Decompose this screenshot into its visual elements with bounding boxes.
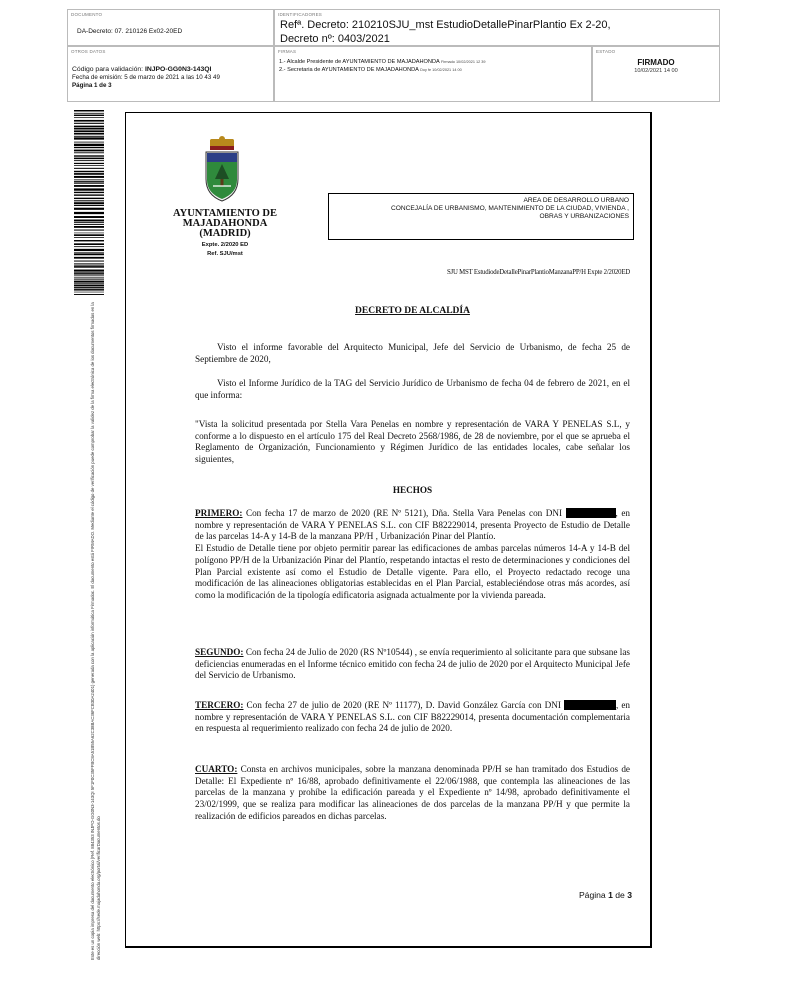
letterhead-ref: Ref. SJU/mst [207, 251, 243, 257]
barcode-bar [74, 283, 104, 284]
barcode-bar [74, 198, 104, 199]
barcode-bar [74, 234, 104, 236]
decree-reference: Refª. Decreto: 210210SJU_mst EstudioDetallePinarPlantio Ex 2-20, [280, 19, 611, 31]
barcode-bar [74, 137, 104, 139]
barcode-bar [74, 130, 104, 132]
validation-code: INJPO-GG0N3-143QI [144, 66, 212, 73]
signature-2 [279, 67, 462, 73]
status-badge: FIRMADO [637, 58, 675, 67]
barcode-bar [74, 292, 104, 293]
header-other-data-cell [67, 46, 274, 102]
barcode-bar [74, 289, 104, 290]
fact-primero-text-2: , en nombre y representación de VARA Y PENELAS S.L. con CIF B82229014, presenta Proyecto de Estudio de Detalle de las parcelas 14-A y 14-B de la manzana PP/H , Urbanización Pinar del Plantío. [195, 508, 630, 542]
signature-1-date: Firmado 10/02/2021 12 39 [440, 60, 486, 64]
fact-tercero-text-1: Con fecha 27 de julio de 2020 (RE Nº 11177), D. David González García con DNI [243, 700, 564, 710]
barcode-bar [74, 115, 104, 116]
barcode-bar [74, 212, 104, 214]
barcode-bar [74, 270, 104, 272]
letterhead-line-2: MAJADAHONDA [182, 218, 268, 229]
barcode-bar [74, 230, 104, 231]
signature-1 [279, 59, 486, 65]
header-status-cell [592, 46, 720, 102]
letterhead-line-1: AYUNTAMIENTO DE [173, 208, 277, 219]
signatures-label: FIRMAS [278, 49, 297, 54]
barcode-bar [74, 226, 104, 228]
barcode-bar [74, 281, 104, 283]
barcode-bar [74, 219, 104, 221]
barcode-bar [74, 233, 104, 234]
header-signatures-cell [274, 46, 592, 102]
department-box [328, 193, 634, 240]
fact-cuarto [195, 764, 630, 823]
redacted-dni-block [566, 508, 616, 518]
barcode-bar [74, 117, 104, 118]
fact-segundo-keyword: SEGUNDO: [195, 647, 244, 657]
signature-1-text: 1.- Alcalde Presidente de AYUNTAMIENTO DE MAJADAHONDA [279, 59, 440, 65]
barcode-bar [74, 272, 104, 273]
fact-primero-text-3: El Estudio de Detalle tiene por objeto permitir parear las edificaciones de ambas parcelas números 14-A y 14-B del polígono PP/H de la Urbanización Pinar del Plantío, respetando intactas el resto de determinaciones y condiciones del Plan Parcial existente así como el Estudio de Detalle vigente. Para ello, el Proyecto redactado recoge una modificación de las alineaciones obligatorias establecidas en el Plan Parcial, estableciéndose otras más acordes, así como la modificación de la tipología edificatoria asignada actualmente por la vivienda pareada. [195, 543, 630, 600]
barcode-bar [74, 173, 104, 175]
barcode-bar [74, 200, 104, 201]
document-value: DA-Decreto: 07. 210126 Ex02-20ED [77, 28, 183, 35]
barcode-bar [74, 176, 104, 178]
fact-primero-keyword: PRIMERO: [195, 508, 243, 518]
barcode-bar [74, 285, 104, 287]
barcode-bar [74, 171, 104, 172]
barcode-bar [74, 183, 104, 184]
header-page-count: Página 1 de 3 [72, 82, 112, 89]
validation-row [72, 66, 211, 73]
barcode-bar [74, 188, 104, 190]
page-number-middle: de [612, 890, 628, 900]
fact-tercero [195, 700, 630, 735]
barcode-bar [74, 144, 104, 146]
barcode-bar [74, 294, 104, 295]
paragraph-quote: "Vista la solicitud presentada por Stella Vara Penelas en nombre y representación de VARA Y PENELAS S.L, y conforme a lo dispuesto en el artículo 175 del Real Decreto 2568/1986, de 28 de noviembre, por el que se aprueba el Reglamento de Organización, Funcionamiento y Régimen Jurídico de las entidades locales, cabe señalar los siguientes, [195, 419, 630, 465]
fact-primero-text-1: Con fecha 17 de marzo de 2020 (RE Nº 5121), Dña. Stella Vara Penelas con DNI [242, 508, 566, 518]
status-label: ESTADO [596, 49, 616, 54]
barcode-bar [74, 208, 104, 210]
barcode-bar [74, 185, 104, 187]
decree-title: DECRETO DE ALCALDÍA [355, 306, 470, 316]
hechos-heading: HECHOS [392, 485, 433, 495]
municipal-crest-icon [201, 135, 243, 203]
barcode-bar [74, 179, 104, 180]
barcode-bar [74, 150, 104, 152]
barcode-bar [74, 216, 104, 218]
barcode-bar [74, 224, 104, 225]
signature-2-date: Doy fe 10/02/2021 14 00 [420, 68, 462, 72]
department-line-3: OBRAS Y URBANIZACIONES [539, 213, 629, 221]
page-number-prefix: Página [578, 890, 609, 900]
barcode-bar [74, 257, 104, 259]
barcode-bar [74, 243, 104, 245]
emission-date: Fecha de emisión: 5 de marzo de 2021 a las 10 43 49 [72, 74, 220, 81]
barcode-bar [74, 155, 104, 156]
page-number [520, 890, 632, 900]
letterhead-expte: Expte. 2/2020 ED [201, 242, 249, 248]
barcode-bar [74, 279, 104, 280]
page-number-total: 3 [627, 890, 632, 900]
letterhead-line-3: (MADRID) [199, 228, 251, 239]
barcode-bar [74, 142, 104, 143]
fact-tercero-text-2: , en nombre y representación de VARA Y PENELAS S.L. con CIF B82229014, presenta documentación complementaria en respuesta al requerimiento realizado con fecha 24 de julio de 2020. [195, 700, 630, 734]
paragraph-visto-architect: Visto el informe favorable del Arquitecto Municipal, Jefe del Servicio de Urbanismo, de fecha 25 de Septiembre de 2020, [195, 342, 630, 364]
fact-cuarto-text: Consta en archivos municipales, sobre la manzana denominada PP/H se han tramitado dos Estudios de Detalle: El Expediente nº 16/88, aprobado definitivamente el 22/06/1988, que contempla las alineaciones de las parcelas de la manzana y prohíbe la edificación pareada y el Expediente nº 14/98, aprobado definitivamente el 23/02/1999, que se realiza para modificar las alineaciones de dos parcelas de la manzana PP/H y que permite la realización de edificios pareados en dichas parcelas. [195, 764, 630, 821]
fact-segundo-text: Con fecha 24 de Julio de 2020 (RS Nº10544) , se envía requerimiento al solicitante para que subsane las deficiencias enumeradas en el Informe técnico emitido con fecha 24 de julio de 2020 por el Arquitecto Municipal Jefe del Servicio de Urbanismo. [195, 647, 630, 681]
paragraph-visto-legal: Visto el Informe Jurídico de la TAG del Servicio Jurídico de Urbanismo de fecha 04 de febrero de 2021, en el que informa: [195, 378, 630, 400]
redacted-dni-block [564, 700, 616, 710]
page-number-current: 1 [608, 890, 613, 900]
barcode-bar [74, 160, 104, 161]
barcode-bar [74, 237, 104, 238]
barcode-bar [74, 277, 104, 278]
barcode-bar [74, 158, 104, 160]
barcode-bar [74, 128, 104, 130]
barcode-bar [74, 168, 104, 169]
barcode-bar [74, 165, 104, 166]
barcode-bar [74, 147, 104, 148]
barcode-bar [74, 110, 104, 111]
department-line-1: AREA DE DESARROLLO URBANO [523, 197, 629, 204]
barcode-bar [74, 274, 104, 275]
barcode-bar [74, 205, 104, 206]
barcode-bar [74, 253, 104, 255]
barcode-bar [74, 181, 104, 182]
barcode-icon [74, 110, 104, 295]
decree-number: Decreto nº: 0403/2021 [280, 33, 390, 45]
barcode-bar [74, 202, 104, 204]
status-date: 10/02/2021 14 00 [634, 68, 678, 74]
barcode-bar [74, 113, 104, 114]
validation-label: Código para validación: [72, 66, 144, 73]
file-reference: SJU MST EstudiodeDetallePinarPlantioManzanaPP/H Expte 2/2020ED [446, 269, 630, 276]
fact-segundo [195, 647, 630, 682]
barcode-bar [74, 266, 104, 268]
signature-2-text: 2.- Secretaria de AYUNTAMIENTO DE MAJADAHONDA [279, 67, 419, 73]
document-label: DOCUMENTO [71, 12, 103, 17]
barcode-bar [74, 133, 104, 135]
fact-cuarto-keyword: CUARTO: [195, 764, 238, 774]
barcode-bar [74, 152, 104, 153]
barcode-bar [74, 222, 104, 223]
fact-primero [195, 508, 630, 602]
header-document-cell [67, 9, 274, 46]
barcode-bar [74, 136, 104, 137]
barcode-bar [74, 263, 104, 264]
verification-margin-note: Este es un copia impresa del documento electrónico (Ref. 884353 INJPO-GG0N3-143QI 5F1F0C35FFBC8A51B55A62C38BAC36FCB30A2401) generada con la aplicación informática Firmadoc. El documento está FIRMADO. Mediante el código de verificación puede comprobar la validez de la firma electrónica de los documentos firmados en la dirección web: https://sede.majadahonda.org/portal/verificarDocumentos.do [90, 302, 101, 960]
barcode-bar [74, 120, 104, 122]
barcode-bar [74, 261, 104, 262]
barcode-bar [74, 123, 104, 124]
barcode-bar [74, 194, 104, 195]
barcode-bar [74, 252, 104, 253]
barcode-bar [74, 192, 104, 193]
fact-tercero-keyword: TERCERO: [195, 700, 244, 710]
barcode-bar [74, 163, 104, 164]
barcode-bar [74, 126, 104, 128]
barcode-bar [74, 287, 104, 288]
other-data-label: OTROS DATOS [71, 49, 106, 54]
barcode-bar [74, 265, 104, 266]
department-line-2: CONCEJALÍA DE URBANISMO, MANTENIMIENTO DE LA CIUDAD, VIVIENDA , [390, 205, 629, 213]
identifiers-label: IDENTIFICADORES [278, 12, 323, 17]
header-identifiers-cell [274, 9, 720, 46]
barcode-bar [74, 240, 104, 241]
barcode-bar [74, 249, 104, 251]
barcode-bar [74, 246, 104, 247]
